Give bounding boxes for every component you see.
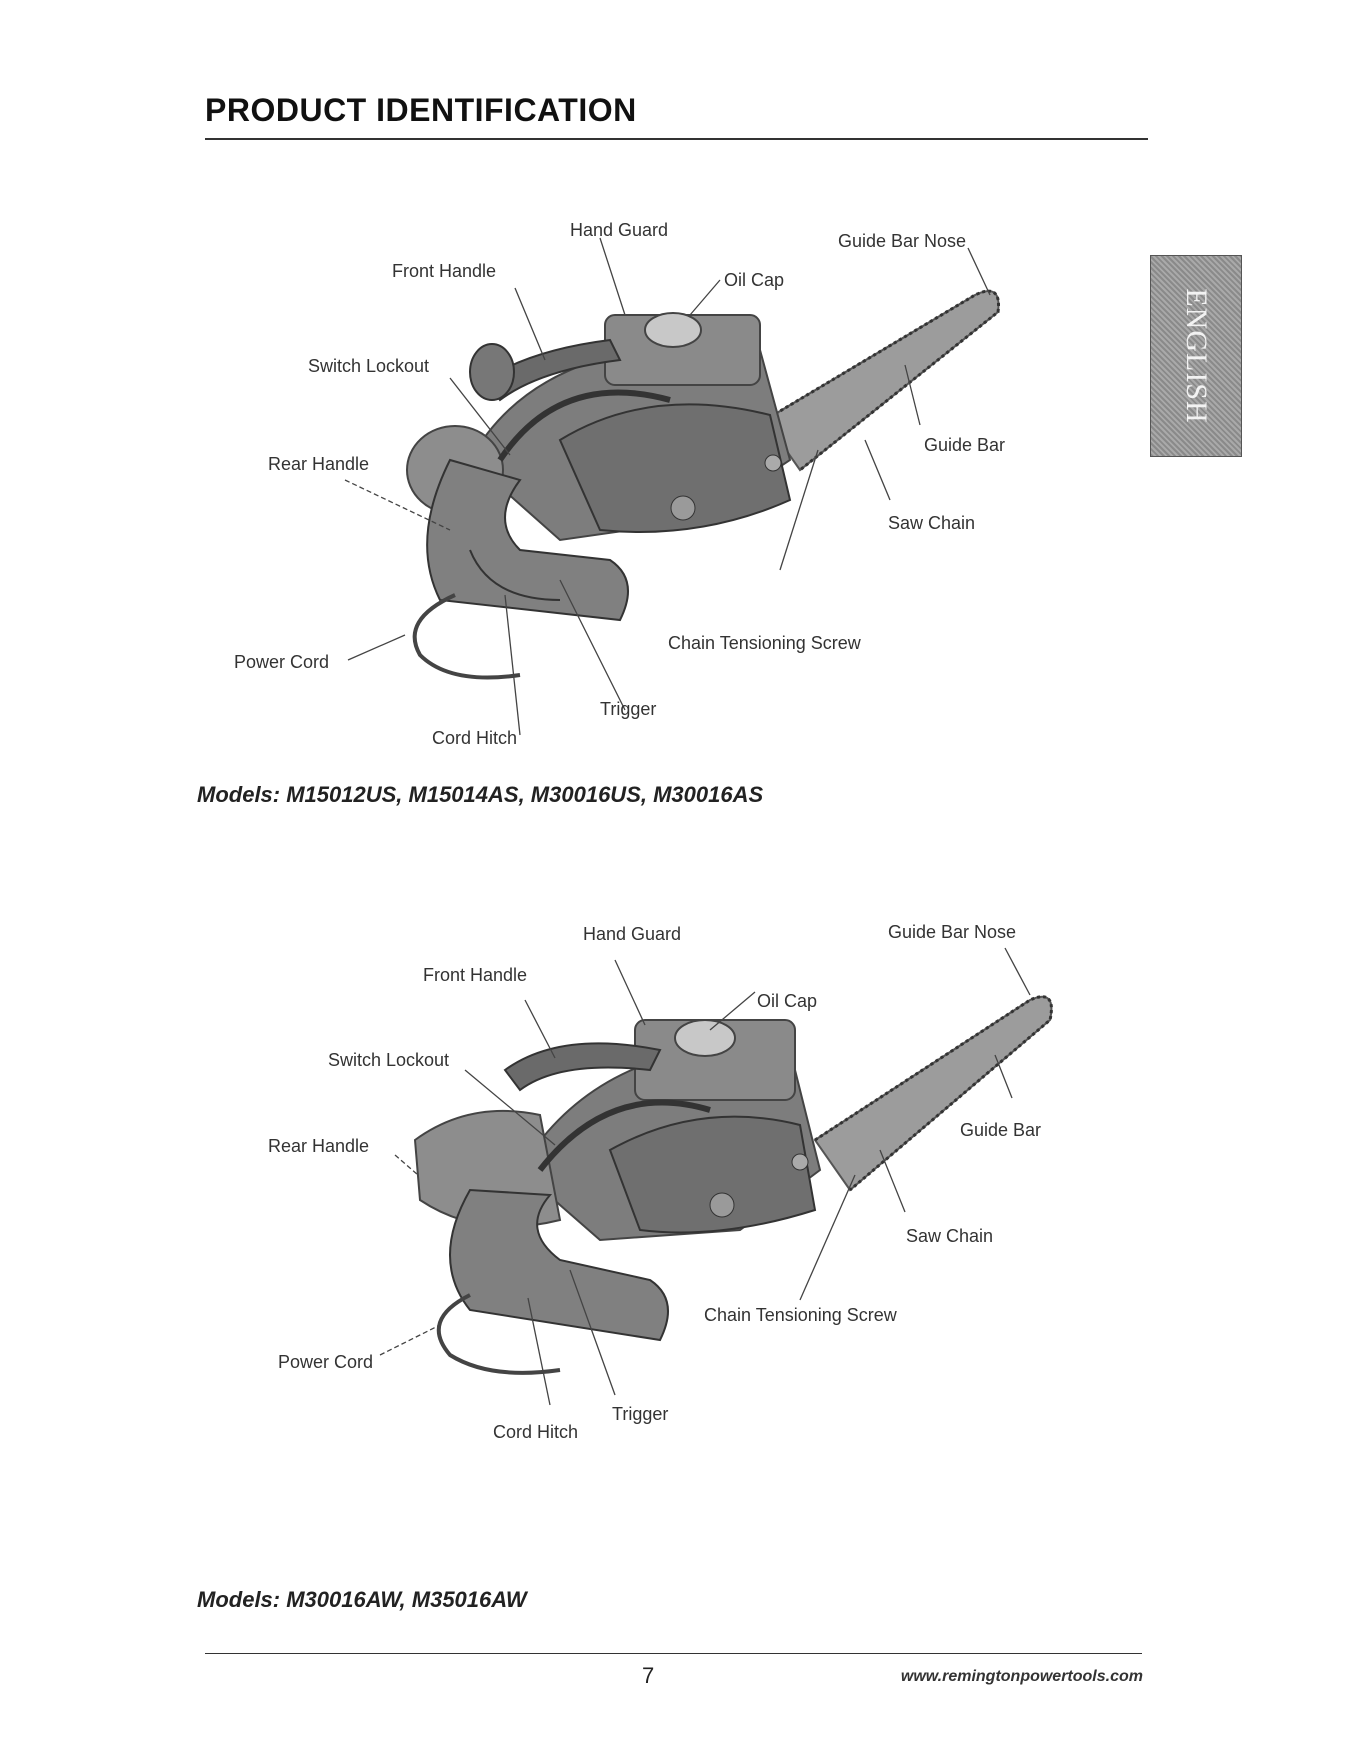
- label-front-handle: Front Handle: [392, 261, 497, 281]
- label-saw-chain: Saw Chain: [888, 513, 976, 533]
- page-number: 7: [642, 1663, 655, 1688]
- label-guide-bar-nose: Guide Bar Nose: [838, 231, 967, 251]
- chainsaw-illustration: [407, 291, 999, 677]
- label-front-handle: Front Handle: [423, 965, 528, 985]
- caption-models-2: Models: M30016AW, M35016AW: [197, 1587, 527, 1612]
- chainsaw-diagram-2: [0, 900, 1361, 1460]
- label-rear-handle: Rear Handle: [268, 1136, 370, 1156]
- label-chain-tensioning-screw: Chain Tensioning Screw: [704, 1305, 897, 1325]
- label-rear-handle: Rear Handle: [268, 454, 370, 474]
- label-power-cord: Power Cord: [278, 1352, 374, 1372]
- language-tab-label: ENGLISH: [1180, 288, 1213, 424]
- label-guide-bar: Guide Bar: [924, 435, 1006, 455]
- label-guide-bar-nose: Guide Bar Nose: [888, 922, 1017, 942]
- label-trigger: Trigger: [612, 1404, 669, 1424]
- footer-url: www.remingtonpowertools.com: [900, 1668, 1143, 1685]
- label-switch-lockout: Switch Lockout: [308, 356, 430, 376]
- caption-models-1: Models: M15012US, M15014AS, M30016US, M30016AS: [197, 782, 764, 807]
- label-chain-tensioning-screw: Chain Tensioning Screw: [668, 633, 861, 653]
- label-trigger: Trigger: [600, 699, 657, 719]
- label-hand-guard: Hand Guard: [583, 924, 682, 944]
- label-power-cord: Power Cord: [234, 652, 330, 672]
- page-title: PRODUCT IDENTIFICATION: [205, 92, 637, 128]
- chainsaw-diagram-1: [0, 200, 1361, 780]
- label-saw-chain: Saw Chain: [906, 1226, 994, 1246]
- label-guide-bar: Guide Bar: [960, 1120, 1042, 1140]
- label-oil-cap: Oil Cap: [757, 991, 818, 1011]
- footer-rule: [205, 1653, 1142, 1654]
- label-switch-lockout: Switch Lockout: [328, 1050, 450, 1070]
- label-cord-hitch: Cord Hitch: [493, 1422, 579, 1442]
- label-cord-hitch: Cord Hitch: [432, 728, 518, 748]
- header-rule: [205, 138, 1148, 140]
- label-hand-guard: Hand Guard: [570, 220, 669, 240]
- label-oil-cap: Oil Cap: [724, 270, 785, 290]
